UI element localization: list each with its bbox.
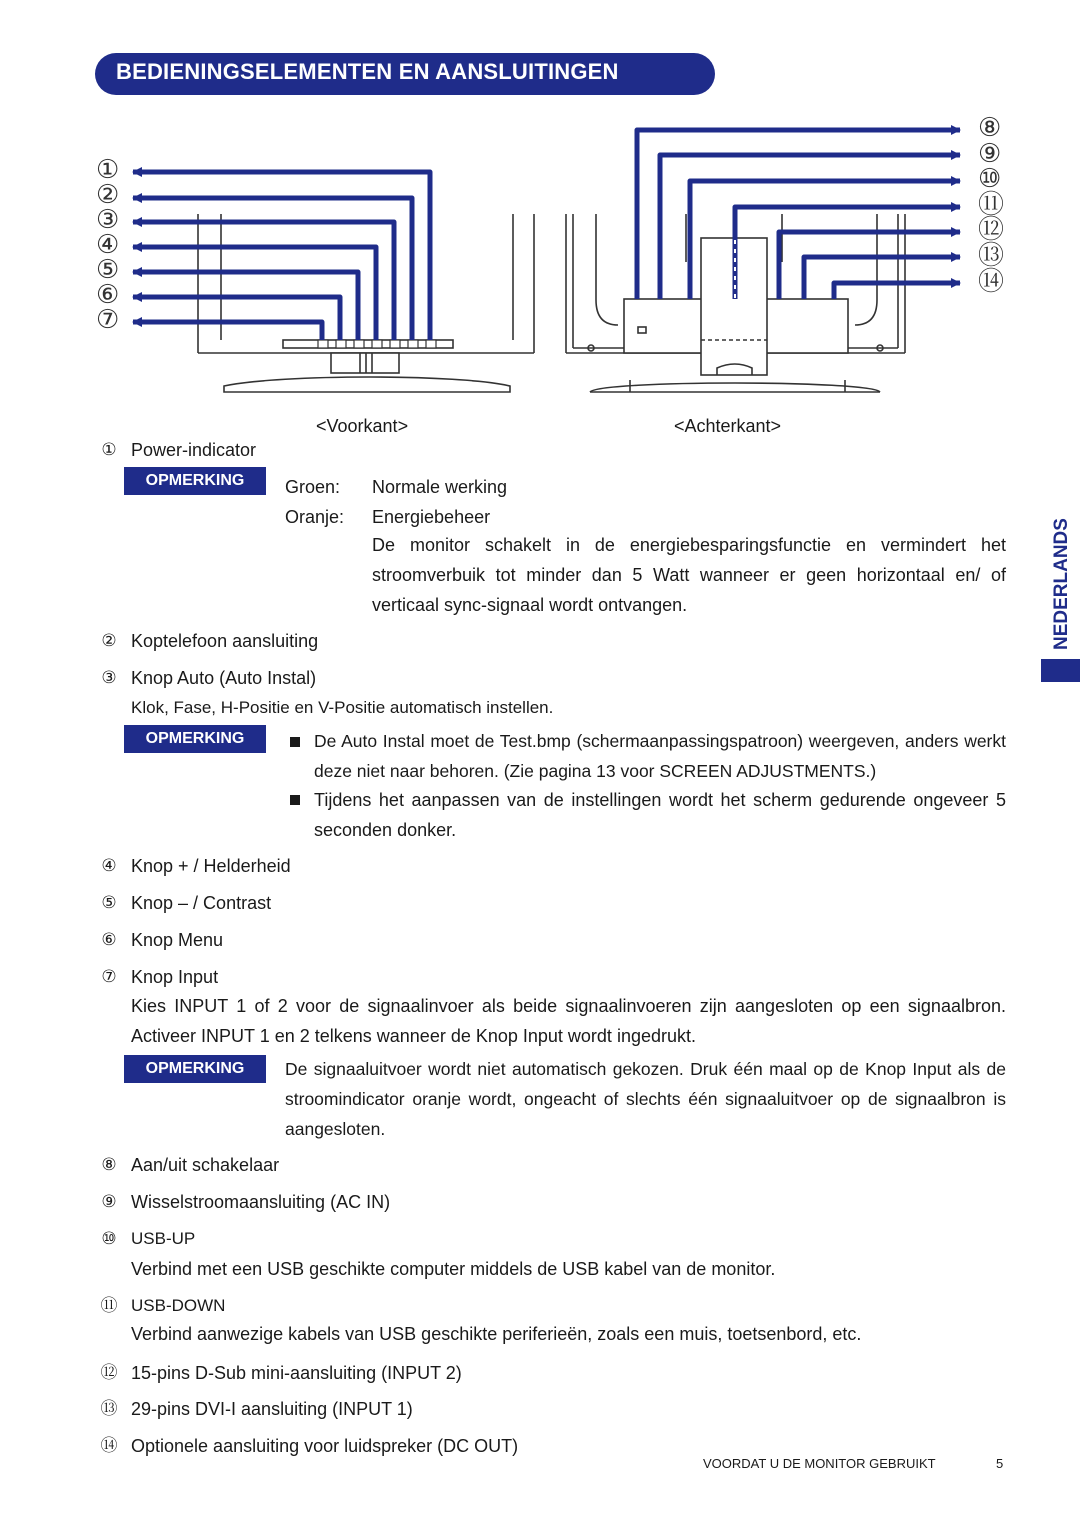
callout-11: ⑪ [978,188,1005,219]
front-callout-numbers [96,154,120,334]
callout-4: ④ [96,229,120,259]
rear-caption: <Achterkant> [674,416,782,436]
note-1-description: De monitor schakelt in de energiebesparingsfunctie en vermindert het stroomverbuik tot minder dan 5 Watt wanneer er geen horizontaal en/ of verticaal sync-signaal wordt ontvangen. [372,535,1006,615]
note-3-bullet-1: De Auto Instal moet de Test.bmp (schermaanpassingspatroon) weergeven, anders werkt deze niet naar behoren. (Zie pagina 13 voor SCREEN ADJUSTMENTS.) [314,731,1006,781]
item-7-description: Kies INPUT 1 of 2 voor de signaalinvoer als beide signaalinvoeren zijn aangesloten op een signaalbron. Activeer INPUT 1 en 2 telkens wanneer de Knop Input wordt ingedrukt. [131,996,1006,1046]
item-13-label: 29-pins DVI-I aansluiting (INPUT 1) [131,1399,413,1419]
callout-13: ⑬ [978,239,1005,270]
note-badge-1: OPMERKING [124,467,266,495]
callout-5: ⑤ [96,254,120,284]
callout-2: ② [96,179,120,209]
note-7-description: De signaaluitvoer wordt niet automatisch gekozen. Druk één maal op de Knop Input als de stroomindicator oranje wordt, ongeacht of slechts één signaaluitvoer op de signaalbron is aangesloten. [285,1059,1006,1139]
item-11-number: ⑪ [100,1296,118,1315]
note-1-orange-key: Oranje: [285,507,345,527]
item-10-label: USB-UP [131,1229,196,1248]
item-3-label: Knop Auto (Auto Instal) [131,668,317,688]
item-6-label: Knop Menu [131,930,224,950]
item-1-label: Power-indicator [131,440,257,460]
note-3-bullet-2: Tijdens het aanpassen van de instellingen wordt het scherm gedurende ongeveer 5 seconden donker. [314,790,1006,840]
note-badge-3: OPMERKING [124,725,266,753]
item-11-description: Verbind aanwezige kabels van USB geschikte periferieën, zoals een muis, toetsenbord, etc. [131,1324,862,1344]
callout-14: ⑭ [978,265,1005,296]
note-1-green-value: Normale werking [372,477,508,497]
page-title: BEDIENINGSELEMENTEN EN AANSLUITINGEN [116,59,619,84]
bullet-square [290,795,300,805]
item-4-number: ④ [101,856,117,875]
item-13-number: ⑬ [100,1399,118,1418]
note-1-orange-value: Energiebeheer [372,507,491,527]
front-caption: <Voorkant> [316,416,409,436]
item-4-label: Knop + / Helderheid [131,856,291,876]
item-5-number: ⑤ [101,893,117,912]
front-monitor [198,214,534,392]
item-12-label: 15-pins D-Sub mini-aansluiting (INPUT 2) [131,1363,462,1383]
note-1-green-key: Groen: [285,477,341,497]
item-7-label: Knop Input [131,967,219,987]
callout-6: ⑥ [96,279,120,309]
callout-12: ⑫ [978,214,1005,245]
callout-7: ⑦ [96,304,120,334]
item-2-number: ② [101,631,117,650]
item-9-number: ⑨ [101,1192,117,1211]
item-11-label: USB-DOWN [131,1296,226,1315]
callout-1: ① [96,154,120,184]
item-3-number: ③ [101,668,117,687]
item-9-label: Wisselstroomaansluiting (AC IN) [131,1192,391,1212]
item-12-number: ⑫ [100,1363,118,1382]
front-buttons [318,340,436,348]
item-14-number: ⑭ [100,1436,118,1455]
item-8-label: Aan/uit schakelaar [131,1155,280,1175]
callout-8: ⑧ [978,112,1002,142]
page-number: 5 [996,1456,1004,1471]
item-2-label: Koptelefoon aansluiting [131,631,319,651]
front-callout-lines [133,172,430,340]
callout-3: ③ [96,204,120,234]
language-tab-marker [1041,659,1080,682]
bullet-square [290,737,300,747]
item-1-number: ① [101,440,117,459]
footer-text: VOORDAT U DE MONITOR GEBRUIKT [703,1456,936,1471]
item-10-number: ⑩ [101,1229,117,1248]
item-6-number: ⑥ [101,930,117,949]
item-7-number: ⑦ [101,967,117,986]
callout-10: ⑩ [978,163,1002,194]
language-tab-label: NEDERLANDS [1051,518,1072,650]
item-3-description: Klok, Fase, H-Positie en V-Positie automatisch instellen. [131,698,554,717]
monitor-diagram [0,105,1080,435]
item-14-label: Optionele aansluiting voor luidspreker (DC OUT) [131,1436,519,1456]
item-5-label: Knop – / Contrast [131,893,272,913]
note-badge-7: OPMERKING [124,1055,266,1083]
callout-9: ⑨ [978,137,1002,168]
rear-callout-numbers [978,112,1005,296]
item-8-number: ⑧ [101,1155,117,1174]
item-10-description: Verbind met een USB geschikte computer middels de USB kabel van de monitor. [131,1259,776,1279]
